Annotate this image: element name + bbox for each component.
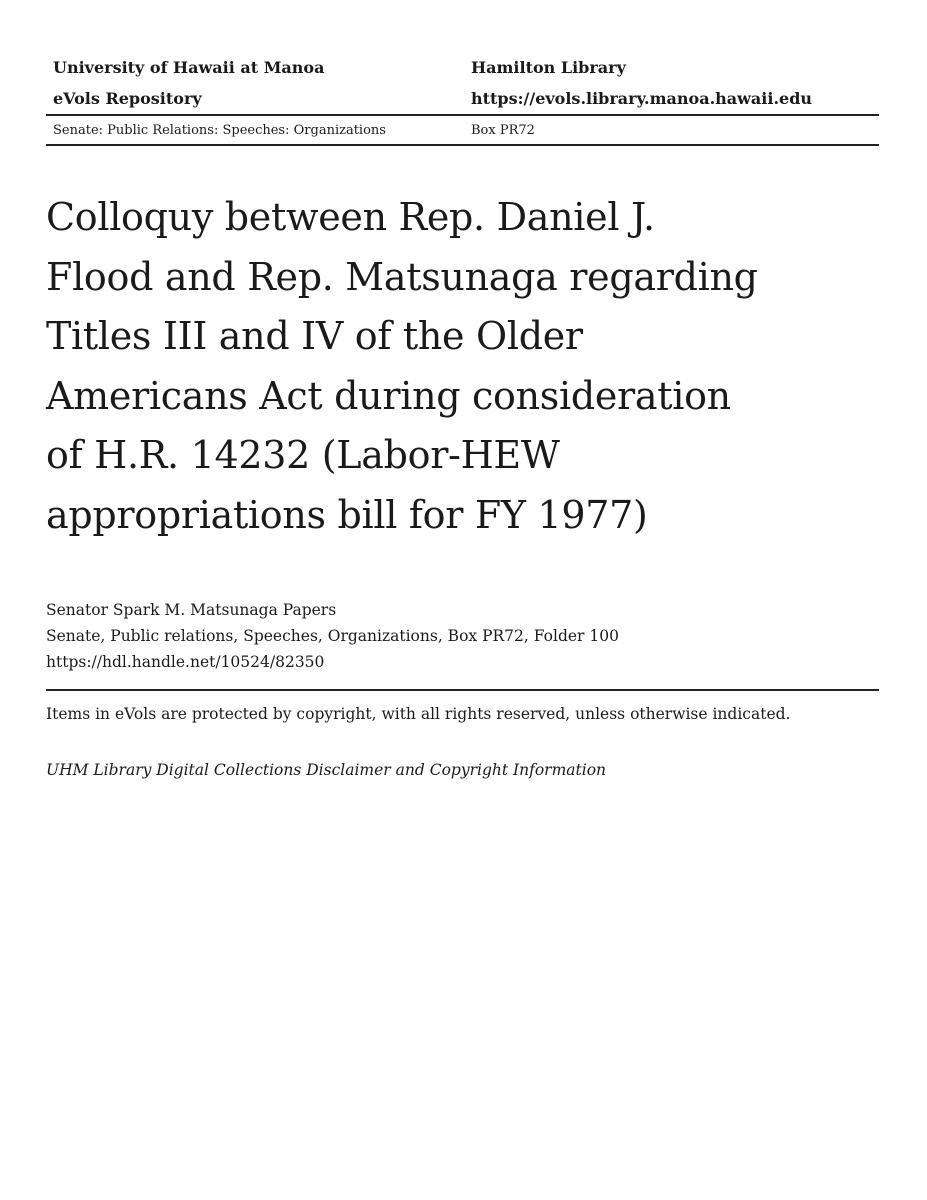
repository-name: eVols Repository	[53, 89, 202, 108]
header-row-3	[46, 116, 879, 144]
title-line: of H.R. 14232 (Labor-HEW	[46, 433, 560, 477]
footer-divider	[46, 689, 879, 691]
handle-link[interactable]: https://hdl.handle.net/10524/82350	[46, 653, 325, 671]
header-row-2	[46, 83, 879, 114]
header-row-1	[46, 52, 879, 83]
folder-location: Senate, Public relations, Speeches, Organizations, Box PR72, Folder 100	[46, 627, 619, 645]
title-line: Titles III and IV of the Older	[46, 314, 583, 358]
document-metadata	[46, 597, 619, 675]
title-line: Flood and Rep. Matsunaga regarding	[46, 254, 758, 299]
collection-path: Senate: Public Relations: Speeches: Organizations	[53, 122, 386, 138]
document-title	[46, 188, 806, 545]
title-line: appropriations bill for FY 1977)	[46, 492, 648, 537]
header-bottom-divider	[46, 144, 879, 146]
header-table	[46, 52, 879, 146]
library-name: Hamilton Library	[471, 58, 626, 77]
title-line: Colloquy between Rep. Daniel J.	[46, 195, 655, 239]
repository-url: https://evols.library.manoa.hawaii.edu	[471, 89, 813, 108]
rights-statement: Items in eVols are protected by copyright, with all rights reserved, unless otherwise indicated.	[46, 705, 791, 723]
box-number: Box PR72	[471, 122, 535, 138]
disclaimer-link[interactable]: UHM Library Digital Collections Disclaimer and Copyright Information	[46, 761, 607, 779]
institution-name: University of Hawaii at Manoa	[53, 58, 325, 77]
collection-name: Senator Spark M. Matsunaga Papers	[46, 601, 337, 619]
title-line: Americans Act during consideration	[46, 373, 731, 418]
